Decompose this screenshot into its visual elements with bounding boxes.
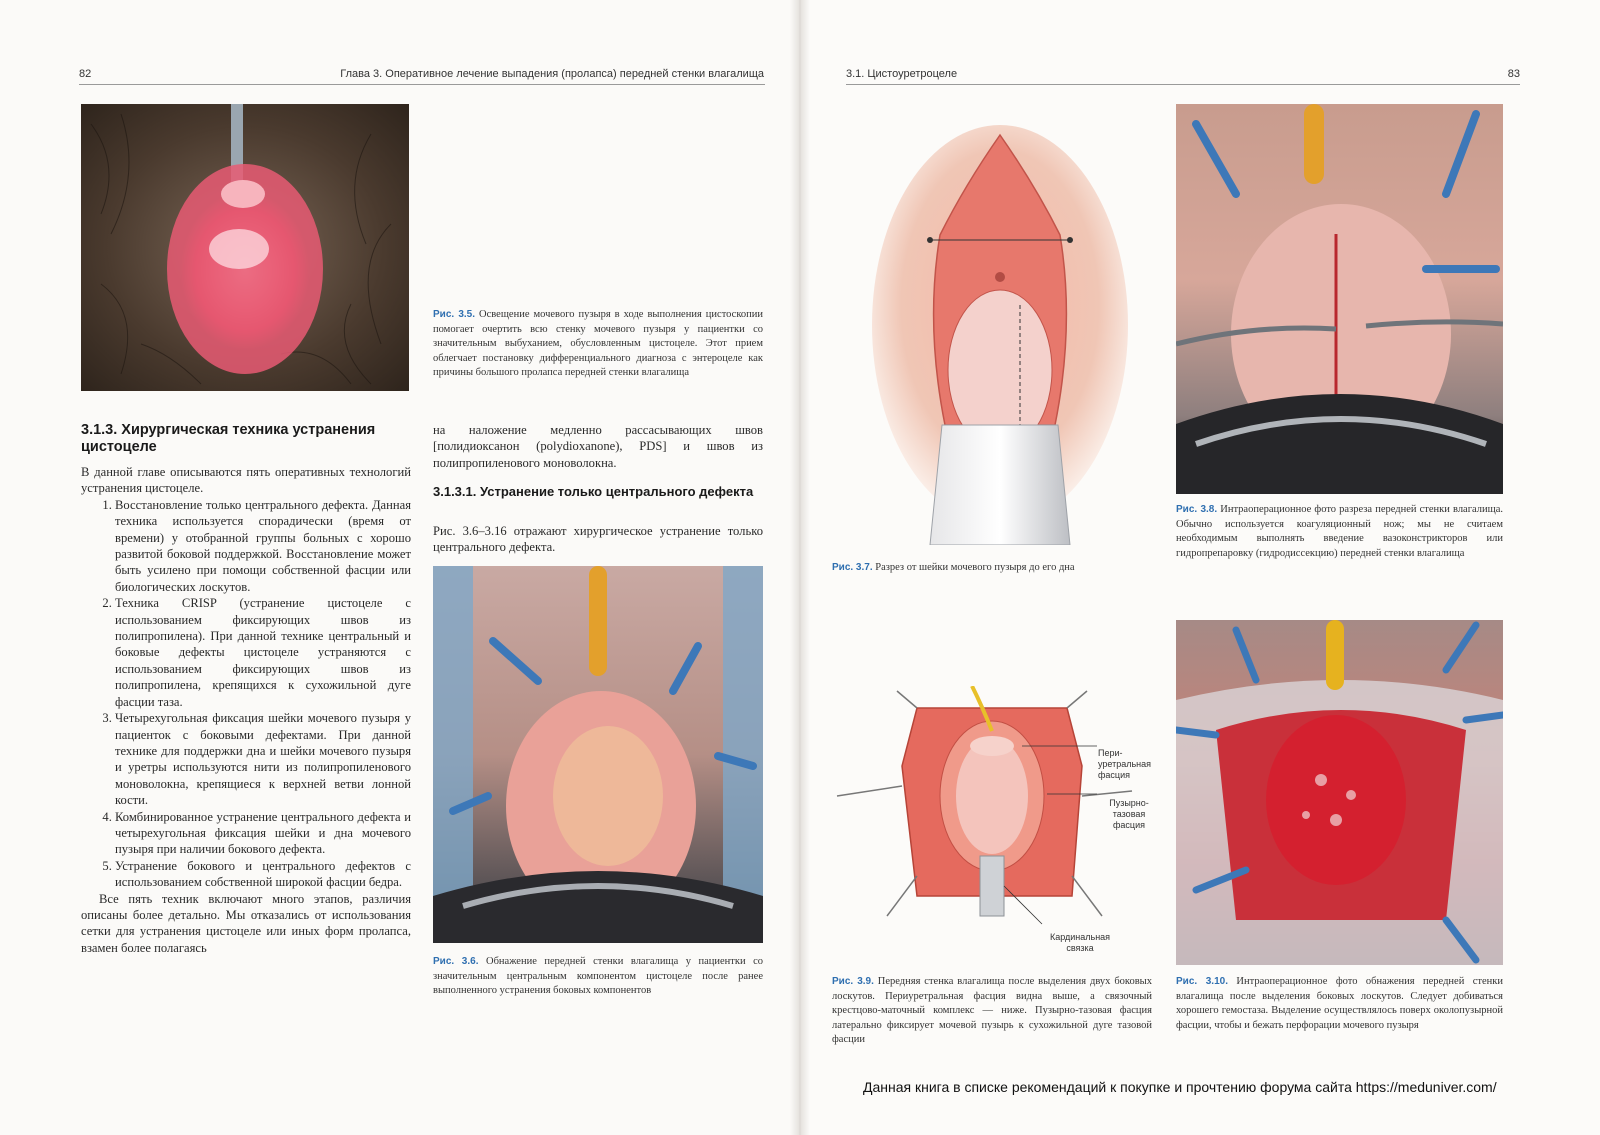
- right-page: [800, 0, 1600, 1135]
- closing-paragraph: Все пять техник включают много этапов, различия описаны более детально. Мы отказались от использования сетки для устранения цистоцеле или иных форм пролапса, взамен более полагаясь: [81, 891, 411, 955]
- label-cardinal-ligament: Кардинальная связка: [1049, 932, 1111, 953]
- fig-3-10-illustration: [1176, 620, 1503, 965]
- subsection-text: Рис. 3.6–3.16 отражают хирургическое устранение только центрального дефекта.: [433, 524, 763, 555]
- fig-3-5-caption: [433, 308, 763, 381]
- fig-3-5-text: Освещение мочевого пузыря в ходе выполнения цистоскопии помогает очертить всю стенку мочевого пузыря у пациентки со значительным выбуханием, обусловленным цистоцеле. Этот прием облегчает постановку дифференциального диагноза с энтероцеле как причины большого пролапса передней стенки влагалища: [433, 309, 763, 378]
- fig-3-9-label: Рис. 3.9.: [832, 976, 874, 987]
- running-head-left: Глава 3. Оперативное лечение выпадения (пролапса) передней стенки влагалища: [340, 68, 764, 80]
- subsection-heading-3-1-3-1: 3.1.3.1. Устранение только центрального дефекта: [433, 484, 754, 499]
- meduniver-footer-note: Данная книга в списке рекомендаций к покупке и прочтению форума сайта https://meduniver.com/: [863, 1079, 1497, 1095]
- fig-3-8-text: Интраоперационное фото разреза передней стенки влагалища. Обычно используется коагуляционный нож; мы не считаем необходимым выполнять введение вазоконстрикторов или гидропрепаровку (гидродиссекцию) передней стенки влагалища: [1176, 504, 1504, 559]
- fig-3-7-caption: [832, 561, 1152, 576]
- fig-3-6-text: Обнажение передней стенки влагалища у пациентки со значительным центральным компонентом цистоцеле после ранее выполненного устранения боковых компонентов: [433, 956, 763, 996]
- running-head-right: 3.1. Цистоуретроцеле: [846, 68, 958, 80]
- fig-3-8-illustration: [1176, 104, 1503, 494]
- fig-3-6-caption: [433, 955, 763, 999]
- col2-continuation: на наложение медленно рассасывающих швов [полидиоксанон (polydioxanone), PDS] и швов из полипропиленового моноволокна.: [433, 423, 763, 470]
- fig-3-8-intraop-photo: [1176, 104, 1503, 494]
- header-rule-left: [79, 84, 765, 85]
- fig-3-6-label: Рис. 3.6.: [433, 956, 479, 967]
- fig-3-8-caption: [1176, 503, 1503, 561]
- intro-paragraph: В данной главе описываются пять оперативных технологий устранения цистоцеле.: [81, 465, 411, 496]
- section-heading-3-1-3: 3.1.3. Хирургическая техника устранения цистоцеле: [81, 422, 376, 455]
- page-number-left: 82: [79, 68, 92, 80]
- fig-3-5-illustration: [81, 104, 409, 391]
- label-vesicopelvic-fascia: Пузырно- тазовая фасция: [1109, 798, 1149, 830]
- fig-3-7-label: Рис. 3.7.: [832, 562, 873, 573]
- fig-3-6-illustration: [433, 566, 763, 943]
- fig-3-7-text: Разрез от шейки мочевого пузыря до его дна: [875, 562, 1075, 573]
- left-column-text: [81, 464, 411, 956]
- header-rule-right: [846, 84, 1520, 85]
- list-item: 4. Комбинированное устранение центрального дефекта и четырехугольная фиксация шейки и дна мочевого пузыря при наличии бокового дефекта.: [115, 809, 411, 858]
- fig-3-7-incision-illustration: [870, 125, 1130, 545]
- page-number-right: 83: [1507, 68, 1520, 80]
- fig-3-5-cystoscopy-photo: [81, 104, 409, 391]
- fig-3-10-caption: [1176, 975, 1503, 1033]
- fig-3-7-drawing: [870, 125, 1130, 545]
- fig-3-6-surgery-photo: [433, 566, 763, 943]
- fig-3-10-intraop-photo: [1176, 620, 1503, 965]
- list-item: 1. Восстановление только центрального дефекта. Данная техника используется спорадически (время от времени) у отобранной группы больных с хорошо развитой боковой поддержкой. Восстановление может быть усилено при помощи собственной фасции или биологических лоскутов.: [115, 497, 411, 595]
- fig-3-10-label: Рис. 3.10.: [1176, 976, 1228, 987]
- fig-3-9-caption: [832, 975, 1152, 1048]
- techniques-list: [81, 497, 411, 891]
- list-item: 3. Четырехугольная фиксация шейки мочевого пузыря у пациенток с боковыми дефектами. При данной технике для поддержки дна и шейки мочевого пузыря и уретры используются нити из полипропиленового моноволокна, крепящиеся к верхней ветви лонной кости.: [115, 710, 411, 808]
- list-item: 5. Устранение бокового и центрального дефектов с использованием собственной широкой фасции бедра.: [115, 858, 411, 891]
- fig-3-8-label: Рис. 3.8.: [1176, 504, 1218, 515]
- book-gutter: [790, 0, 810, 1135]
- fig-3-5-label: Рис. 3.5.: [433, 309, 476, 320]
- label-periurethral-fascia: Пери- уретральная фасция: [1098, 748, 1152, 780]
- list-item: 2. Техника CRISP (устранение цистоцеле с использованием фиксирующих швов из полипропилена). При данной технике центральный и боковые дефекты цистоцеле устраняются с использованием фиксирующих швов из полипропилена, крепящихся к сухожильной дуге фасции таза.: [115, 595, 411, 710]
- fig-3-9-text: Передняя стенка влагалища после выделения двух боковых лоскутов. Периуретральная фасция видна выше, а связочный крестцово-маточный комплекс — ниже. Пузырно-тазовая фасция латерально фиксирует мочевой пузырь к сухожильной дуге тазовой фасции: [832, 976, 1152, 1045]
- fig-3-10-text: Интраоперационное фото обнажения передней стенки влагалища после выделения боковых лоскутов. Следует добиваться хорошего гемостаза. Выделение осуществлялось поверх околопузырной фасции, чтобы и бежать перфорации мочевого пузыря: [1176, 976, 1503, 1031]
